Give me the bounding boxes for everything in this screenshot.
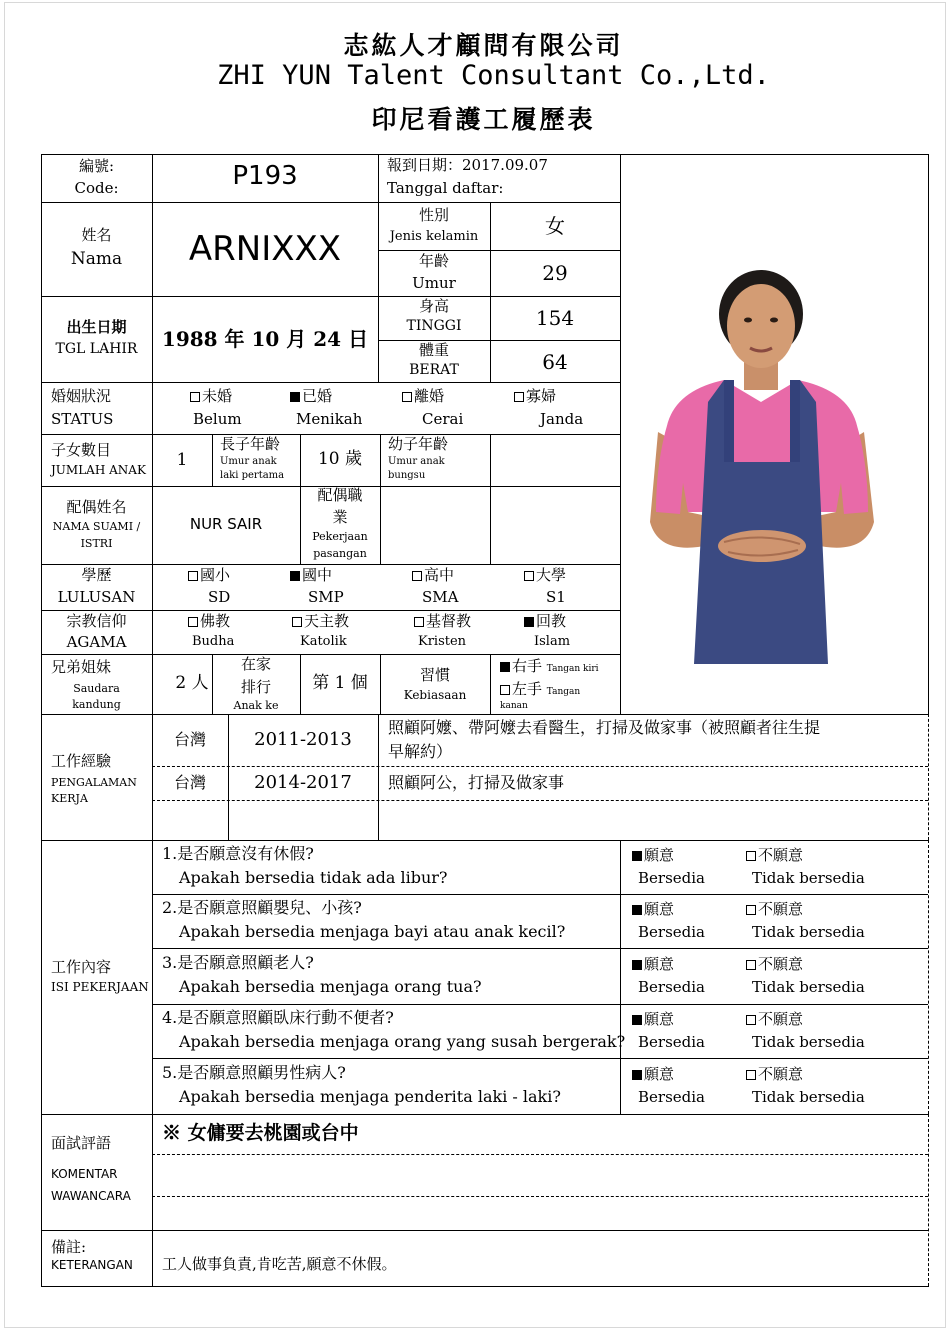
education-option-label-zh-2: 國中 xyxy=(302,566,333,584)
job-question-5-id: Apakah bersedia menjaga penderita laki - laki? xyxy=(179,1087,561,1106)
education-checkbox-2[interactable] xyxy=(290,571,300,581)
marital-option-label-en-4: Janda xyxy=(540,410,584,428)
name-value: ARNIXXX xyxy=(188,229,342,269)
children-label-en: JUMLAH ANAK xyxy=(51,463,146,477)
gender-value: 女 xyxy=(545,214,565,238)
youngest-age-label-zh: 幼子年齡 xyxy=(388,435,449,453)
exp2-period: 2014-2017 xyxy=(254,772,352,793)
job-question-4-no-option[interactable] xyxy=(746,1010,803,1029)
job-question-3-no-checkbox[interactable] xyxy=(746,960,756,970)
birth-label-en: TGL LAHIR xyxy=(55,341,138,357)
religion-label-en: AGAMA xyxy=(66,633,127,651)
education-option-2[interactable] xyxy=(290,566,332,585)
eldest-age-label-zh: 長子年齡 xyxy=(220,435,281,453)
job-question-5-no-label: 不願意 xyxy=(758,1065,804,1083)
religion-option-1[interactable] xyxy=(188,612,230,631)
exp2-country: 台灣 xyxy=(173,773,206,792)
name-label-zh: 姓名 xyxy=(81,226,112,244)
education-option-label-en-3: SMA xyxy=(422,588,459,606)
job-question-1-no-checkbox[interactable] xyxy=(746,851,756,861)
job-question-5-yes-checkbox[interactable] xyxy=(632,1070,642,1080)
interview-label-en1: KOMENTAR xyxy=(51,1167,118,1181)
code-label-en: Code: xyxy=(74,179,119,197)
job-question-2-zh: 2.是否願意照顧嬰兒、小孩? xyxy=(162,898,362,917)
education-option-label-zh-3: 高中 xyxy=(424,566,455,584)
weight-value: 64 xyxy=(542,350,568,374)
religion-option-3[interactable] xyxy=(414,612,471,631)
religion-option-label-en-1: Budha xyxy=(192,634,235,649)
job-question-1-yes-label-en: Bersedia xyxy=(638,869,705,887)
spouse-job-label-en2: pasangan xyxy=(313,547,367,560)
height-value: 154 xyxy=(535,306,575,330)
experience-label-en2: KERJA xyxy=(51,792,88,805)
siblings-label-zh: 兄弟姐妹 xyxy=(51,658,112,676)
marital-label-en: STATUS xyxy=(51,410,114,428)
religion-checkbox-1[interactable] xyxy=(188,617,198,627)
name-label-en: Nama xyxy=(70,249,123,269)
children-label-zh: 子女數目 xyxy=(51,441,112,459)
job-question-1-yes-label: 願意 xyxy=(644,846,675,864)
spouse-name-value: NUR SAIR xyxy=(189,515,263,533)
habit-label-en: Kebiasaan xyxy=(403,688,467,702)
siblings-label-en2: kandung xyxy=(72,698,121,711)
religion-option-label-en-4: Islam xyxy=(534,634,571,649)
company-name-en: ZHI YUN Talent Consultant Co.,Ltd. xyxy=(217,60,770,91)
education-label-en: LULUSAN xyxy=(57,588,136,606)
job-question-1-id: Apakah bersedia tidak ada libur? xyxy=(179,868,448,887)
job-question-2-yes-label-en: Bersedia xyxy=(638,923,705,941)
birth-label-zh: 出生日期 xyxy=(66,318,127,336)
religion-option-2[interactable] xyxy=(292,612,349,631)
education-checkbox-3[interactable] xyxy=(412,571,422,581)
remarks-text: 工人做事負責,肯吃苦,願意不休假。 xyxy=(162,1255,397,1273)
religion-option-4[interactable] xyxy=(524,612,566,631)
spouse-label-en1: NAMA SUAMI / xyxy=(52,520,141,533)
job-question-1-yes-checkbox[interactable] xyxy=(632,851,642,861)
habit-label-zh: 習慣 xyxy=(419,666,450,684)
experience-label-zh: 工作經驗 xyxy=(51,752,112,770)
exp2-desc-line1: 照顧阿公，打掃及做家事 xyxy=(388,773,565,792)
siblings-label-en1: Saudara xyxy=(73,682,120,695)
job-question-4-no-label-en: Tidak bersedia xyxy=(752,1033,865,1051)
interview-comment: ※ 女傭要去桃園或台中 xyxy=(162,1122,359,1144)
weight-label-zh: 體重 xyxy=(418,341,449,359)
eldest-age-value: 10 歲 xyxy=(317,449,363,469)
marital-option-label-zh-4: 寡婦 xyxy=(526,387,557,405)
exp1-desc-line2: 早解約） xyxy=(388,742,453,761)
job-question-4-no-label: 不願意 xyxy=(758,1010,804,1028)
job-question-4-no-checkbox[interactable] xyxy=(746,1015,756,1025)
job-question-4-yes-label: 願意 xyxy=(644,1010,675,1028)
register-date-label-en: Tanggal daftar: xyxy=(387,179,504,197)
job-question-5-no-label-en: Tidak bersedia xyxy=(752,1088,865,1106)
right-hand-checkbox[interactable] xyxy=(500,662,510,672)
education-option-3[interactable] xyxy=(412,566,454,585)
marital-option-label-zh-1: 未婚 xyxy=(202,387,233,405)
marital-label-zh: 婚姻狀況 xyxy=(51,387,112,405)
job-question-5-yes-label: 願意 xyxy=(644,1065,675,1083)
job-question-4-id: Apakah bersedia menjaga orang yang susah bergerak? xyxy=(179,1032,626,1051)
job-question-3-yes-label-en: Bersedia xyxy=(638,978,705,996)
left-hand-label-en1: Tangan xyxy=(546,687,581,697)
religion-label-zh: 宗教信仰 xyxy=(66,612,127,630)
job-question-4-yes-label-en: Bersedia xyxy=(638,1033,705,1051)
job-question-2-yes-checkbox[interactable] xyxy=(632,905,642,915)
right-hand-option[interactable] xyxy=(500,657,599,676)
job-question-5-yes-option[interactable] xyxy=(632,1065,674,1084)
religion-option-label-zh-2: 天主教 xyxy=(304,612,350,630)
exp1-desc-line1: 照顧阿嬤、帶阿嬤去看醫生，打掃及做家事（被照顧者往生提 xyxy=(388,718,821,737)
spouse-job-label-en1: Pekerjaan xyxy=(312,530,368,543)
marital-option-label-zh-2: 已婚 xyxy=(302,387,333,405)
education-checkbox-4[interactable] xyxy=(524,571,534,581)
height-label-zh: 身高 xyxy=(418,297,449,315)
job-question-2-yes-option[interactable] xyxy=(632,900,674,919)
job-question-3-yes-label: 願意 xyxy=(644,955,675,973)
marital-checkbox-4[interactable] xyxy=(514,392,524,402)
marital-option-2[interactable] xyxy=(290,387,332,406)
job-content-label-zh: 工作內容 xyxy=(51,958,112,976)
job-question-1-no-label-en: Tidak bersedia xyxy=(752,869,865,887)
height-label-en: TINGGI xyxy=(406,318,462,334)
age-label-en: Umur xyxy=(412,274,456,292)
job-question-5-zh: 5.是否願意照顧男性病人? xyxy=(162,1063,346,1082)
job-question-2-yes-label: 願意 xyxy=(644,900,675,918)
education-option-label-en-2: SMP xyxy=(308,588,344,606)
exp1-period: 2011-2013 xyxy=(254,729,352,750)
birth-order-label-zh2: 排行 xyxy=(240,678,271,696)
education-option-label-en-4: S1 xyxy=(546,588,566,606)
code-label-zh: 編號: xyxy=(78,157,115,175)
job-question-3-no-option[interactable] xyxy=(746,955,803,974)
job-question-4-yes-option[interactable] xyxy=(632,1010,674,1029)
right-hand-label-en: Tangan kiri xyxy=(546,664,599,674)
job-question-2-no-checkbox[interactable] xyxy=(746,905,756,915)
marital-checkbox-1[interactable] xyxy=(190,392,200,402)
job-question-5-no-checkbox[interactable] xyxy=(746,1070,756,1080)
marital-option-1[interactable] xyxy=(190,387,232,406)
interview-label-en2: WAWANCARA xyxy=(51,1189,131,1203)
spouse-job-label-zh2: 業 xyxy=(332,508,348,526)
marital-option-4[interactable] xyxy=(514,387,556,406)
eldest-age-label-en1: Umur anak xyxy=(220,456,277,467)
register-date-label-zh: 報到日期：2017.09.07 xyxy=(387,156,548,174)
remarks-label-zh: 備註: xyxy=(51,1238,87,1256)
remarks-label-en: KETERANGAN xyxy=(51,1258,133,1272)
job-question-2-id: Apakah bersedia menjaga bayi atau anak kecil? xyxy=(179,922,566,941)
job-question-3-yes-option[interactable] xyxy=(632,955,674,974)
left-hand-option[interactable] xyxy=(500,680,580,699)
job-question-4-yes-checkbox[interactable] xyxy=(632,1015,642,1025)
marital-checkbox-2[interactable] xyxy=(290,392,300,402)
left-hand-checkbox[interactable] xyxy=(500,685,510,695)
birth-value: 1988 年 10 月 24 日 xyxy=(161,327,369,351)
spouse-job-label-zh1: 配偶職 xyxy=(317,486,363,504)
job-question-3-no-label-en: Tidak bersedia xyxy=(752,978,865,996)
youngest-age-label-en2: bungsu xyxy=(388,470,426,481)
age-label-zh: 年齡 xyxy=(418,252,449,270)
marital-checkbox-3[interactable] xyxy=(402,392,412,402)
experience-label-en1: PENGALAMAN xyxy=(51,776,137,789)
children-count: 1 xyxy=(176,450,188,470)
religion-option-label-zh-4: 回教 xyxy=(536,612,567,630)
left-hand-label-en2: kanan xyxy=(500,701,528,711)
job-question-2-no-option[interactable] xyxy=(746,900,803,919)
job-question-1-no-label: 不願意 xyxy=(758,846,804,864)
religion-option-label-zh-3: 基督教 xyxy=(426,612,472,630)
education-option-label-zh-4: 大學 xyxy=(536,566,567,584)
religion-option-label-en-2: Katolik xyxy=(300,634,347,649)
marital-option-label-en-2: Menikah xyxy=(296,410,363,428)
eldest-age-label-en2: laki pertama xyxy=(220,470,285,481)
education-option-4[interactable] xyxy=(524,566,566,585)
spouse-label-zh: 配偶姓名 xyxy=(66,498,127,516)
applicant-photo xyxy=(628,262,894,664)
job-question-3-yes-checkbox[interactable] xyxy=(632,960,642,970)
job-question-1-zh: 1.是否願意沒有休假? xyxy=(162,844,314,863)
form-title: 印尼看護工履歷表 xyxy=(371,105,596,134)
education-label-zh: 學歷 xyxy=(81,566,112,584)
right-hand-label-zh: 右手 xyxy=(512,657,543,675)
age-value: 29 xyxy=(542,261,568,285)
left-hand-label-zh: 左手 xyxy=(512,680,543,698)
gender-label-zh: 性別 xyxy=(418,206,449,224)
job-content-label-en: ISI PEKERJAAN xyxy=(51,980,149,994)
exp1-country: 台灣 xyxy=(173,730,206,749)
education-option-1[interactable] xyxy=(188,566,230,585)
religion-checkbox-4[interactable] xyxy=(524,617,534,627)
marital-option-3[interactable] xyxy=(402,387,444,406)
job-question-4-zh: 4.是否願意照顧臥床行動不便者? xyxy=(162,1008,394,1027)
marital-option-label-zh-3: 離婚 xyxy=(414,387,445,405)
youngest-age-label-en1: Umur anak xyxy=(388,456,445,467)
job-question-2-no-label: 不願意 xyxy=(758,900,804,918)
education-option-label-en-1: SD xyxy=(208,588,231,606)
marital-option-label-en-1: Belum xyxy=(193,410,242,428)
siblings-count: 2 人 xyxy=(175,673,209,693)
education-checkbox-1[interactable] xyxy=(188,571,198,581)
spouse-label-en2: ISTRI xyxy=(80,537,113,550)
job-question-2-no-label-en: Tidak bersedia xyxy=(752,923,865,941)
job-question-5-yes-label-en: Bersedia xyxy=(638,1088,705,1106)
weight-label-en: BERAT xyxy=(409,362,459,378)
job-question-1-yes-option[interactable] xyxy=(632,846,674,865)
job-question-3-id: Apakah bersedia menjaga orang tua? xyxy=(179,977,482,996)
job-question-3-no-label: 不願意 xyxy=(758,955,804,973)
marital-option-label-en-3: Cerai xyxy=(422,410,464,428)
religion-option-label-zh-1: 佛教 xyxy=(200,612,231,630)
code-value: P193 xyxy=(232,161,298,191)
job-question-1-no-option[interactable] xyxy=(746,846,803,865)
page-border xyxy=(4,2,946,1328)
gender-label-en: Jenis kelamin xyxy=(389,229,479,244)
company-name-zh: 志紘人才顧問有限公司 xyxy=(343,31,624,60)
birth-order-label-zh1: 在家 xyxy=(240,655,271,673)
education-option-label-zh-1: 國小 xyxy=(200,566,231,584)
religion-checkbox-2[interactable] xyxy=(292,617,302,627)
birth-order-label-en: Anak ke xyxy=(233,699,279,712)
religion-option-label-en-3: Kristen xyxy=(418,634,467,649)
birth-order-value: 第 1 個 xyxy=(312,673,368,693)
job-question-5-no-option[interactable] xyxy=(746,1065,803,1084)
job-question-3-zh: 3.是否願意照顧老人? xyxy=(162,953,314,972)
religion-checkbox-3[interactable] xyxy=(414,617,424,627)
interview-label-zh: 面試評語 xyxy=(51,1134,112,1152)
